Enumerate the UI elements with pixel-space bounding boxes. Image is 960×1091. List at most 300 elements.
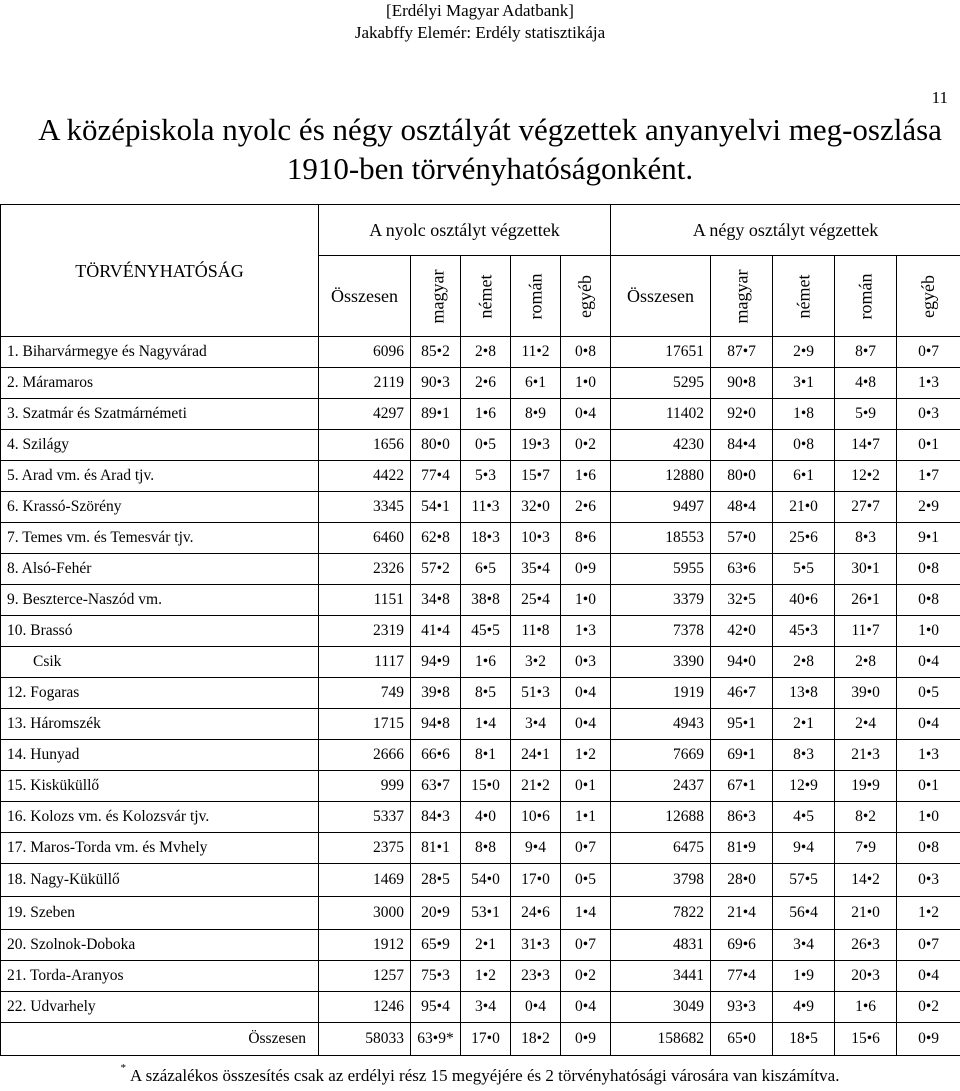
- table-cell: 46•7: [711, 678, 773, 709]
- table-cell: 1912: [319, 930, 411, 961]
- table-cell: 11•3: [461, 492, 511, 523]
- table-cell: 0•4: [561, 992, 611, 1023]
- table-cell: 3441: [611, 961, 711, 992]
- table-cell: 18•3: [461, 523, 511, 554]
- table-cell: 94•9: [411, 647, 461, 678]
- table-cell: 5•3: [461, 461, 511, 492]
- table-cell: 45•5: [461, 616, 511, 647]
- table-cell: 17651: [611, 337, 711, 368]
- table-row: [1, 930, 960, 961]
- table-cell: 1257: [319, 961, 411, 992]
- table-cell: 1469: [319, 864, 411, 897]
- row-label: 21. Torda-Aranyos: [1, 961, 319, 992]
- table-cell: 4•0: [461, 802, 511, 833]
- table-cell: 0•9: [897, 1023, 960, 1056]
- table-cell: 7822: [611, 897, 711, 930]
- column-header: [511, 256, 561, 337]
- table-cell: 81•9: [711, 833, 773, 864]
- table-cell: 21•3: [835, 740, 897, 771]
- table-cell: 0•4: [897, 647, 960, 678]
- table-cell: 0•4: [561, 678, 611, 709]
- row-label: Összesen: [1, 1023, 319, 1056]
- table-cell: 0•4: [897, 709, 960, 740]
- table-cell: 0•8: [773, 430, 835, 461]
- table-cell: 6096: [319, 337, 411, 368]
- table-cell: 63•9*: [411, 1023, 461, 1056]
- column-header: [461, 256, 511, 337]
- table-cell: 12688: [611, 802, 711, 833]
- table-cell: 19•3: [511, 430, 561, 461]
- table-cell: 0•8: [561, 337, 611, 368]
- page-header: [0, 0, 960, 44]
- column-header: Összesen: [611, 256, 711, 337]
- table-row: [1, 647, 960, 678]
- footnote: [0, 1062, 960, 1086]
- table-cell: 30•1: [835, 554, 897, 585]
- column-header: [897, 256, 960, 337]
- row-label: 7. Temes vm. és Temesvár tjv.: [1, 523, 319, 554]
- table-cell: 1•4: [461, 709, 511, 740]
- row-label: 12. Fogaras: [1, 678, 319, 709]
- column-header-label: magyar: [731, 269, 752, 323]
- table-cell: 1•3: [897, 740, 960, 771]
- table-cell: 18•2: [511, 1023, 561, 1056]
- table-cell: 67•1: [711, 771, 773, 802]
- table-row: [1, 461, 960, 492]
- table-cell: 18•5: [773, 1023, 835, 1056]
- table-cell: 90•8: [711, 368, 773, 399]
- table-cell: 5337: [319, 802, 411, 833]
- table-cell: 51•3: [511, 678, 561, 709]
- table-cell: 1•3: [561, 616, 611, 647]
- table-cell: 0•8: [897, 554, 960, 585]
- row-label: 6. Krassó-Szörény: [1, 492, 319, 523]
- table-cell: 2326: [319, 554, 411, 585]
- table-cell: 77•4: [411, 461, 461, 492]
- table-cell: 58033: [319, 1023, 411, 1056]
- table-cell: 3379: [611, 585, 711, 616]
- table-cell: 5•5: [773, 554, 835, 585]
- table-cell: 38•8: [461, 585, 511, 616]
- table-cell: 5295: [611, 368, 711, 399]
- table-cell: 0•1: [561, 771, 611, 802]
- table-cell: 25•4: [511, 585, 561, 616]
- table-cell: 92•0: [711, 399, 773, 430]
- table-cell: 26•3: [835, 930, 897, 961]
- table-row: [1, 897, 960, 930]
- table-cell: 3345: [319, 492, 411, 523]
- table-row: [1, 992, 960, 1023]
- table-row: [1, 585, 960, 616]
- table-cell: 1•3: [897, 368, 960, 399]
- table-cell: 0•7: [561, 930, 611, 961]
- table-cell: 34•8: [411, 585, 461, 616]
- table-cell: 11•7: [835, 616, 897, 647]
- table-row: [1, 771, 960, 802]
- table-row: [1, 678, 960, 709]
- table-cell: 7669: [611, 740, 711, 771]
- table-cell: 1•6: [461, 399, 511, 430]
- table-cell: 24•6: [511, 897, 561, 930]
- table-cell: 69•6: [711, 930, 773, 961]
- table-cell: 11•2: [511, 337, 561, 368]
- table-cell: 56•4: [773, 897, 835, 930]
- table-cell: 2319: [319, 616, 411, 647]
- table-cell: 23•3: [511, 961, 561, 992]
- column-header-label: román: [855, 273, 876, 319]
- table-cell: 15•6: [835, 1023, 897, 1056]
- row-header: TÖRVÉNYHATÓSÁG: [1, 205, 319, 337]
- header-book: Jakabffy Elemér: Erdély statisztikája: [354, 23, 606, 42]
- table-cell: 66•6: [411, 740, 461, 771]
- table-cell: 2•9: [773, 337, 835, 368]
- table-row: [1, 616, 960, 647]
- table-cell: 57•2: [411, 554, 461, 585]
- table-cell: 11402: [611, 399, 711, 430]
- table-cell: 0•3: [561, 647, 611, 678]
- table-cell: 0•9: [561, 1023, 611, 1056]
- table-cell: 0•4: [897, 961, 960, 992]
- table-cell: 12•2: [835, 461, 897, 492]
- row-label: 16. Kolozs vm. és Kolozsvár tjv.: [1, 802, 319, 833]
- table-cell: 24•1: [511, 740, 561, 771]
- table-cell: 7•9: [835, 833, 897, 864]
- table-cell: 89•1: [411, 399, 461, 430]
- group-header-four-grades: A négy osztályt végzettek: [611, 205, 960, 256]
- table-cell: 32•0: [511, 492, 561, 523]
- table-cell: 28•0: [711, 864, 773, 897]
- table-cell: 2•1: [773, 709, 835, 740]
- table-cell: 94•0: [711, 647, 773, 678]
- table-cell: 39•8: [411, 678, 461, 709]
- table-cell: 21•2: [511, 771, 561, 802]
- table-cell: 2•8: [835, 647, 897, 678]
- table-cell: 3•4: [511, 709, 561, 740]
- column-header: [561, 256, 611, 337]
- table-cell: 3049: [611, 992, 711, 1023]
- table-cell: 0•9: [561, 554, 611, 585]
- table-cell: 999: [319, 771, 411, 802]
- table-cell: 0•3: [897, 399, 960, 430]
- table-cell: 86•3: [711, 802, 773, 833]
- table-cell: 4•9: [773, 992, 835, 1023]
- table-row: [1, 740, 960, 771]
- table-cell: 2•4: [835, 709, 897, 740]
- table-cell: 1246: [319, 992, 411, 1023]
- table-cell: 57•5: [773, 864, 835, 897]
- table-cell: 20•3: [835, 961, 897, 992]
- table-cell: 1•0: [897, 802, 960, 833]
- table-cell: 41•4: [411, 616, 461, 647]
- table-cell: 1•1: [561, 802, 611, 833]
- table-cell: 63•6: [711, 554, 773, 585]
- table-row: [1, 337, 960, 368]
- table-row: [1, 802, 960, 833]
- footnote-text: A százalékos összesítés csak az erdélyi rész 15 megyéjére és 2 törvényhatósági városára van kiszámítva.: [130, 1066, 840, 1085]
- table-cell: 12•9: [773, 771, 835, 802]
- table-cell: 9•4: [773, 833, 835, 864]
- table-cell: 57•0: [711, 523, 773, 554]
- column-header-label: román: [524, 273, 545, 319]
- table-cell: 87•7: [711, 337, 773, 368]
- table-cell: 6475: [611, 833, 711, 864]
- table-cell: 77•4: [711, 961, 773, 992]
- table-cell: 1•0: [897, 616, 960, 647]
- table-cell: 95•4: [411, 992, 461, 1023]
- footnote-mark: *: [120, 1062, 126, 1074]
- table-cell: 75•3: [411, 961, 461, 992]
- table-row: [1, 554, 960, 585]
- table-cell: 2119: [319, 368, 411, 399]
- total-row: [1, 1023, 960, 1056]
- table-cell: 95•1: [711, 709, 773, 740]
- row-label: 19. Szeben: [1, 897, 319, 930]
- table-cell: 9•1: [897, 523, 960, 554]
- table-cell: 28•5: [411, 864, 461, 897]
- row-label: 17. Maros-Torda vm. és Mvhely: [1, 833, 319, 864]
- table-cell: 0•3: [897, 864, 960, 897]
- row-label: 22. Udvarhely: [1, 992, 319, 1023]
- column-header-label: német: [793, 274, 814, 318]
- table-cell: 31•3: [511, 930, 561, 961]
- table-cell: 0•2: [561, 430, 611, 461]
- table-row: [1, 961, 960, 992]
- row-label: 2. Máramaros: [1, 368, 319, 399]
- table-cell: 45•3: [773, 616, 835, 647]
- table-cell: 5•9: [835, 399, 897, 430]
- table-cell: 1715: [319, 709, 411, 740]
- table-row: [1, 523, 960, 554]
- table-cell: 2•8: [461, 337, 511, 368]
- table-cell: 18553: [611, 523, 711, 554]
- table-row: [1, 864, 960, 897]
- table-cell: 21•0: [773, 492, 835, 523]
- row-label: 3. Szatmár és Szatmárnémeti: [1, 399, 319, 430]
- document-title: A középiskola nyolc és négy osztályát végzettek anyanyelvi meg-oszlása 1910-ben törvényhatóságonként.: [38, 112, 942, 186]
- table-cell: 84•4: [711, 430, 773, 461]
- table-cell: 0•5: [897, 678, 960, 709]
- row-label: 1. Biharvármegye és Nagyvárad: [1, 337, 319, 368]
- table-cell: 17•0: [461, 1023, 511, 1056]
- table-cell: 26•1: [835, 585, 897, 616]
- table-cell: 94•8: [411, 709, 461, 740]
- table-cell: 9497: [611, 492, 711, 523]
- row-label: 8. Alsó-Fehér: [1, 554, 319, 585]
- table-cell: 0•7: [897, 930, 960, 961]
- table-row: [1, 430, 960, 461]
- table-cell: 11•8: [511, 616, 561, 647]
- table-cell: 6•5: [461, 554, 511, 585]
- table-cell: 90•3: [411, 368, 461, 399]
- table-cell: 0•4: [561, 399, 611, 430]
- table-cell: 4422: [319, 461, 411, 492]
- table-cell: 0•2: [897, 992, 960, 1023]
- table-cell: 4943: [611, 709, 711, 740]
- table-cell: 749: [319, 678, 411, 709]
- table-cell: 1•0: [561, 585, 611, 616]
- table-cell: 6•1: [773, 461, 835, 492]
- table-cell: 3000: [319, 897, 411, 930]
- table-cell: 4297: [319, 399, 411, 430]
- table-cell: 6460: [319, 523, 411, 554]
- table-cell: 8•1: [461, 740, 511, 771]
- table-cell: 3•4: [773, 930, 835, 961]
- row-label: 15. Kisküküllő: [1, 771, 319, 802]
- row-label: 9. Beszterce-Naszód vm.: [1, 585, 319, 616]
- table-cell: 35•4: [511, 554, 561, 585]
- table-cell: 0•1: [897, 430, 960, 461]
- table-cell: 7378: [611, 616, 711, 647]
- row-label: 20. Szolnok-Doboka: [1, 930, 319, 961]
- column-header-label: egyéb: [918, 274, 939, 318]
- table-cell: 2•1: [461, 930, 511, 961]
- table-cell: 0•1: [897, 771, 960, 802]
- table-cell: 2•6: [461, 368, 511, 399]
- table-row: [1, 492, 960, 523]
- table-cell: 8•6: [561, 523, 611, 554]
- table-cell: 10•3: [511, 523, 561, 554]
- table-cell: 80•0: [411, 430, 461, 461]
- table-cell: 21•0: [835, 897, 897, 930]
- table-cell: 39•0: [835, 678, 897, 709]
- table-cell: 3390: [611, 647, 711, 678]
- table-cell: 1•8: [773, 399, 835, 430]
- table-row: [1, 833, 960, 864]
- table-cell: 0•2: [561, 961, 611, 992]
- table-cell: 1•6: [461, 647, 511, 678]
- table-cell: 3•2: [511, 647, 561, 678]
- table-cell: 14•2: [835, 864, 897, 897]
- table-cell: 32•5: [711, 585, 773, 616]
- table-cell: 27•7: [835, 492, 897, 523]
- table-cell: 63•7: [411, 771, 461, 802]
- table-cell: 8•5: [461, 678, 511, 709]
- column-header: Összesen: [319, 256, 411, 337]
- table-cell: 65•9: [411, 930, 461, 961]
- table-cell: 15•0: [461, 771, 511, 802]
- table-cell: 13•8: [773, 678, 835, 709]
- table-cell: 8•3: [773, 740, 835, 771]
- table-cell: 1151: [319, 585, 411, 616]
- table-cell: 3•1: [773, 368, 835, 399]
- table-cell: 12880: [611, 461, 711, 492]
- table-cell: 93•3: [711, 992, 773, 1023]
- column-header: [835, 256, 897, 337]
- table-cell: 8•7: [835, 337, 897, 368]
- table-cell: 1•0: [561, 368, 611, 399]
- table-cell: 54•0: [461, 864, 511, 897]
- column-header: [773, 256, 835, 337]
- table-cell: 25•6: [773, 523, 835, 554]
- table-cell: 14•7: [835, 430, 897, 461]
- table-cell: 0•5: [561, 864, 611, 897]
- table-cell: 53•1: [461, 897, 511, 930]
- table-cell: 1•2: [561, 740, 611, 771]
- column-header: [411, 256, 461, 337]
- table-cell: 2•9: [897, 492, 960, 523]
- table-cell: 1•6: [835, 992, 897, 1023]
- table-cell: 8•8: [461, 833, 511, 864]
- table-cell: 8•9: [511, 399, 561, 430]
- table-cell: 20•9: [411, 897, 461, 930]
- table-cell: 84•3: [411, 802, 461, 833]
- table-cell: 2375: [319, 833, 411, 864]
- table-cell: 10•6: [511, 802, 561, 833]
- column-header-label: német: [474, 274, 495, 318]
- table-cell: 1117: [319, 647, 411, 678]
- header-source: [Erdélyi Magyar Adatbank]: [386, 1, 574, 20]
- column-header-label: egyéb: [575, 274, 596, 318]
- table-cell: 8•3: [835, 523, 897, 554]
- table-cell: 1•7: [897, 461, 960, 492]
- table-cell: 4230: [611, 430, 711, 461]
- table-cell: 42•0: [711, 616, 773, 647]
- table-cell: 0•5: [461, 430, 511, 461]
- statistics-table: [0, 204, 960, 1056]
- table-row: [1, 399, 960, 430]
- table-cell: 17•0: [511, 864, 561, 897]
- table-cell: 158682: [611, 1023, 711, 1056]
- table-cell: 6•1: [511, 368, 561, 399]
- table-cell: 3798: [611, 864, 711, 897]
- table-cell: 1•4: [561, 897, 611, 930]
- table-cell: 1•2: [897, 897, 960, 930]
- table-cell: 2666: [319, 740, 411, 771]
- row-label: 5. Arad vm. és Arad tjv.: [1, 461, 319, 492]
- table-cell: 8•2: [835, 802, 897, 833]
- row-label: 13. Háromszék: [1, 709, 319, 740]
- table-row: [1, 368, 960, 399]
- table-cell: 2437: [611, 771, 711, 802]
- table-cell: 1•6: [561, 461, 611, 492]
- table-cell: 4•8: [835, 368, 897, 399]
- row-label: 14. Hunyad: [1, 740, 319, 771]
- table-cell: 4•5: [773, 802, 835, 833]
- column-header-label: magyar: [427, 269, 448, 323]
- table-cell: 62•8: [411, 523, 461, 554]
- table-cell: 69•1: [711, 740, 773, 771]
- table-cell: 21•4: [711, 897, 773, 930]
- table-cell: 0•7: [561, 833, 611, 864]
- row-label: 18. Nagy-Küküllő: [1, 864, 319, 897]
- table-cell: 19•9: [835, 771, 897, 802]
- table-cell: 15•7: [511, 461, 561, 492]
- table-cell: 0•4: [511, 992, 561, 1023]
- table-cell: 0•4: [561, 709, 611, 740]
- table-row: [1, 709, 960, 740]
- table-cell: 0•7: [897, 337, 960, 368]
- table-cell: 2•6: [561, 492, 611, 523]
- row-label: Csik: [1, 647, 319, 678]
- table-cell: 81•1: [411, 833, 461, 864]
- table-cell: 2•8: [773, 647, 835, 678]
- table-cell: 80•0: [711, 461, 773, 492]
- table-cell: 65•0: [711, 1023, 773, 1056]
- table-cell: 48•4: [711, 492, 773, 523]
- table-cell: 4831: [611, 930, 711, 961]
- row-label: 4. Szilágy: [1, 430, 319, 461]
- table-cell: 0•8: [897, 833, 960, 864]
- table-cell: 54•1: [411, 492, 461, 523]
- row-label: 10. Brassó: [1, 616, 319, 647]
- table-cell: 0•8: [897, 585, 960, 616]
- table-cell: 1•9: [773, 961, 835, 992]
- page-number: 11: [931, 88, 948, 107]
- table-cell: 3•4: [461, 992, 511, 1023]
- table-cell: 1919: [611, 678, 711, 709]
- table-cell: 1•2: [461, 961, 511, 992]
- table-cell: 9•4: [511, 833, 561, 864]
